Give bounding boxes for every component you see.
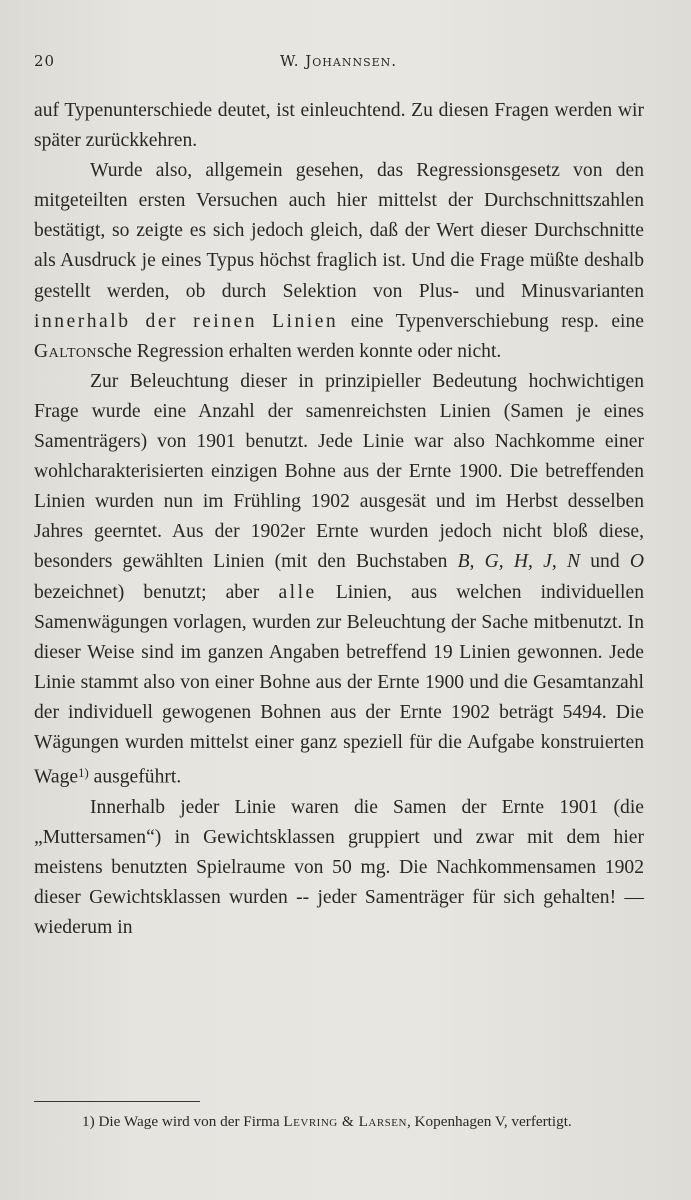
page-number: 20	[34, 52, 56, 70]
line-letter-o: O	[629, 551, 644, 573]
footnote-marker: 1)	[82, 1113, 95, 1130]
footnote-reference: 1)	[78, 766, 89, 781]
page-header	[34, 52, 643, 74]
paragraph-2: Wurde also, allgemein gesehen, das Regressionsgesetz von den mitgeteilten ersten Versuchen auch hier mittelst der Durchschnittszahlen bestätigt, so zeigte es sich jedoch gleich, daß der Wert dieser Durchschnitte als Ausdruck je eines Typus höchst fraglich ist. Und die Frage müßte deshalb gestellt werden, ob durch Selektion von Plus- und Minusvarianten innerhalb der reinen Linien eine Typenverschiebung resp. eine Galtonsche Regression erhalten werden konnte oder nicht.	[34, 160, 644, 362]
footnote-firm-name: Levring & Larsen	[283, 1113, 407, 1130]
paragraph-3: Zur Beleuchtung dieser in prinzipieller Bedeutung hochwichtigen Frage wurde eine Anzahl der samenreichsten Linien (Samen je eines Samenträgers) von 1901 benutzt. Jede Linie war also Nachkomme einer wohlcharakterisierten einzigen Bohne aus der Ernte 1900. Die betreffenden Linien wurden nun im Frühling 1902 ausgesät und im Herbst desselben Jahres geerntet. Aus der 1902er Ernte wurden jedoch nicht bloß diese, besonders gewählten Linien (mit den Buchstaben B, G, H, J, N und O bezeichnet) benutzt; aber alle Linien, aus welchen individuellen Samenwägungen vorlagen, wurden zur Beleuchtung der Sache mitbenutzt. In dieser Weise sind im ganzen Angaben betreffend 19 Linien gewonnen. Jede Linie stammt also von einer Bohne aus der Ernte 1900 und die Gesamtanzahl der individuell gewogenen Bohnen aus der Ernte 1902 beträgt 5494. Die Wägungen wurden mittelst einer ganz speziell für die Aufgabe konstruierten Wage$^{1)}$ ausgeführt.	[34, 370, 644, 788]
emphasis-spaced: innerhalb der reinen Linien	[34, 310, 339, 332]
paragraph-1: auf Typenunterschiede deutet, ist einleuchtend. Zu diesen Fragen werden wir später zurückkehren.	[34, 100, 644, 152]
small-caps-name: Galton	[34, 340, 98, 362]
running-head: W. Johannsen.	[279, 52, 398, 70]
paragraph-4: Innerhalb jeder Linie waren die Samen der Ernte 1901 (die „Muttersamen“) in Gewichtsklassen gruppiert und zwar mit dem hier meistens benutzten Spielraume von 50 mg. Die Nachkommensamen 1902 dieser Gewichtsklassen wurden -- jeder Samenträger für sich gehalten! — wiederum in	[34, 796, 644, 939]
emphasis-alle: alle	[278, 581, 317, 603]
footnote: 1) Die Wage wird von der Firma Levring & Larsen, Kopenhagen V, verfertigt.	[82, 1113, 572, 1130]
body-text	[34, 96, 644, 943]
footnote-divider	[34, 1101, 200, 1102]
line-letters: B, G, H, J, N	[457, 551, 581, 573]
